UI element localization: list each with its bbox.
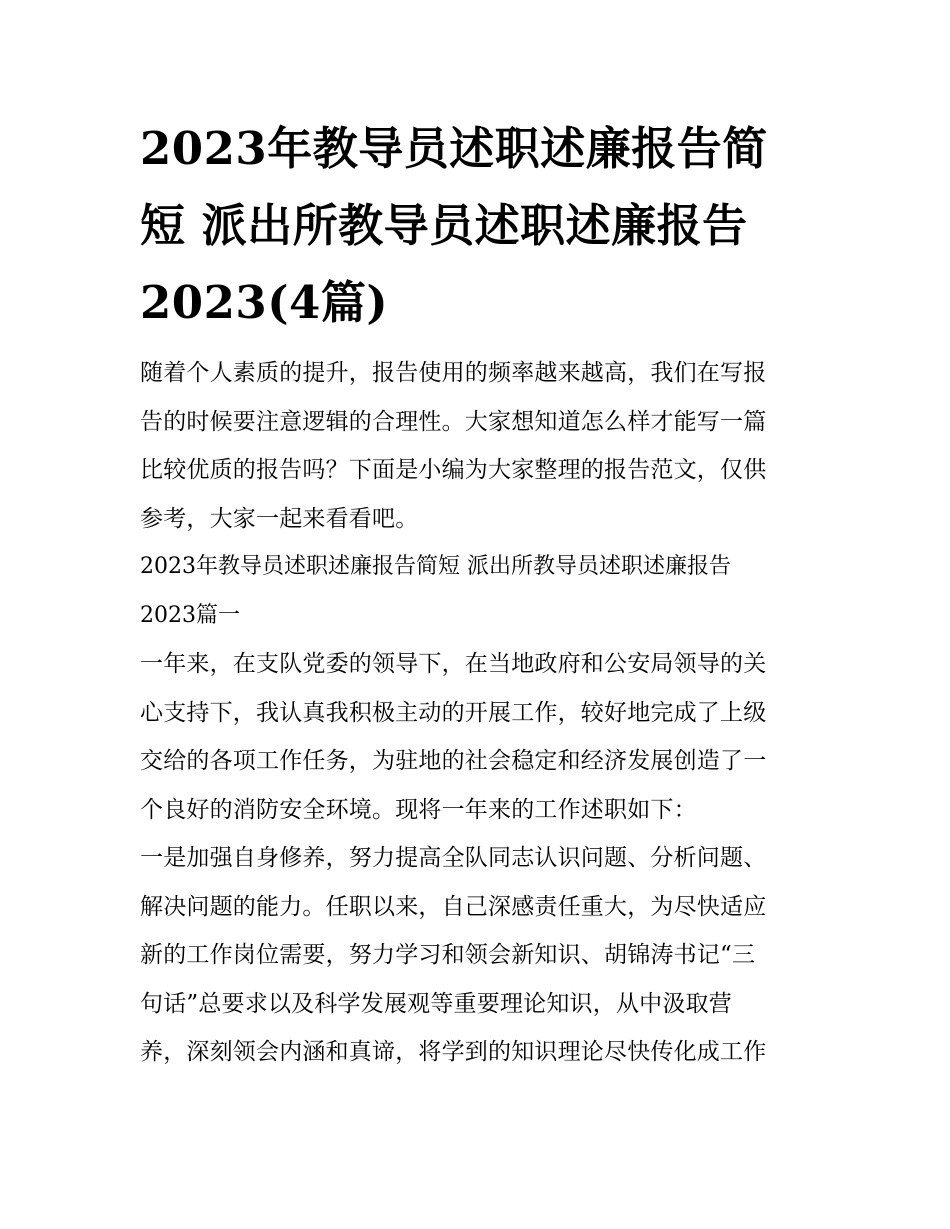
body-line-p1-3: 交给的各项工作任务，为驻地的社会稳定和经济发展创造了一 [140,748,767,774]
document-body [140,349,820,1077]
body-line-p2-5: 养，深刻领会内涵和真谛，将学到的知识理论尽快传化成工作 [140,1039,767,1065]
section-heading-line-1: 2023年教导员述职述廉报告简短 派出所教导员述职述廉报告 [140,554,731,579]
body-line-p1-4: 个良好的消防安全环境。现将一年来的工作述职如下： [140,796,697,823]
body-line-p2-4: 句话”总要求以及科学发展观等重要理论知识，从中汲取营 [140,990,732,1017]
title-line-3: 2023(4篇) [140,276,389,329]
body-line-p2-1: 一是加强自身修养，努力提高全队同志认识问题、分析问题、 [140,845,767,871]
body-line-intro-1: 随着个人素质的提升，报告使用的频率越来越高，我们在写报 [140,360,767,386]
title-line-2: 短 派出所教导员述职述廉报告 [140,199,748,252]
body-line-intro-2: 告的时候要注意逻辑的合理性。大家想知道怎么样才能写一篇 [140,408,767,435]
title-line-1: 2023年教导员述职述廉报告简 [140,122,768,175]
body-line-p1-2: 心支持下，我认真我积极主动的开展工作，较好地完成了上级 [140,699,767,726]
body-line-intro-4: 参考，大家一起来看看吧。 [140,505,419,532]
body-line-p2-2: 解决问题的能力。任职以来，自己深感责任重大，为尽快适应 [140,893,767,920]
document-content [140,110,820,1077]
body-line-p1-1: 一年来，在支队党委的领导下，在当地政府和公安局领导的关 [140,651,767,677]
body-line-intro-3: 比较优质的报告吗？下面是小编为大家整理的报告范文，仅供 [140,457,767,483]
section-heading-line-2: 2023篇一 [140,602,240,628]
document-title [140,110,820,341]
body-line-p2-3: 新的工作岗位需要，努力学习和领会新知识、胡锦涛书记“三 [140,942,756,968]
